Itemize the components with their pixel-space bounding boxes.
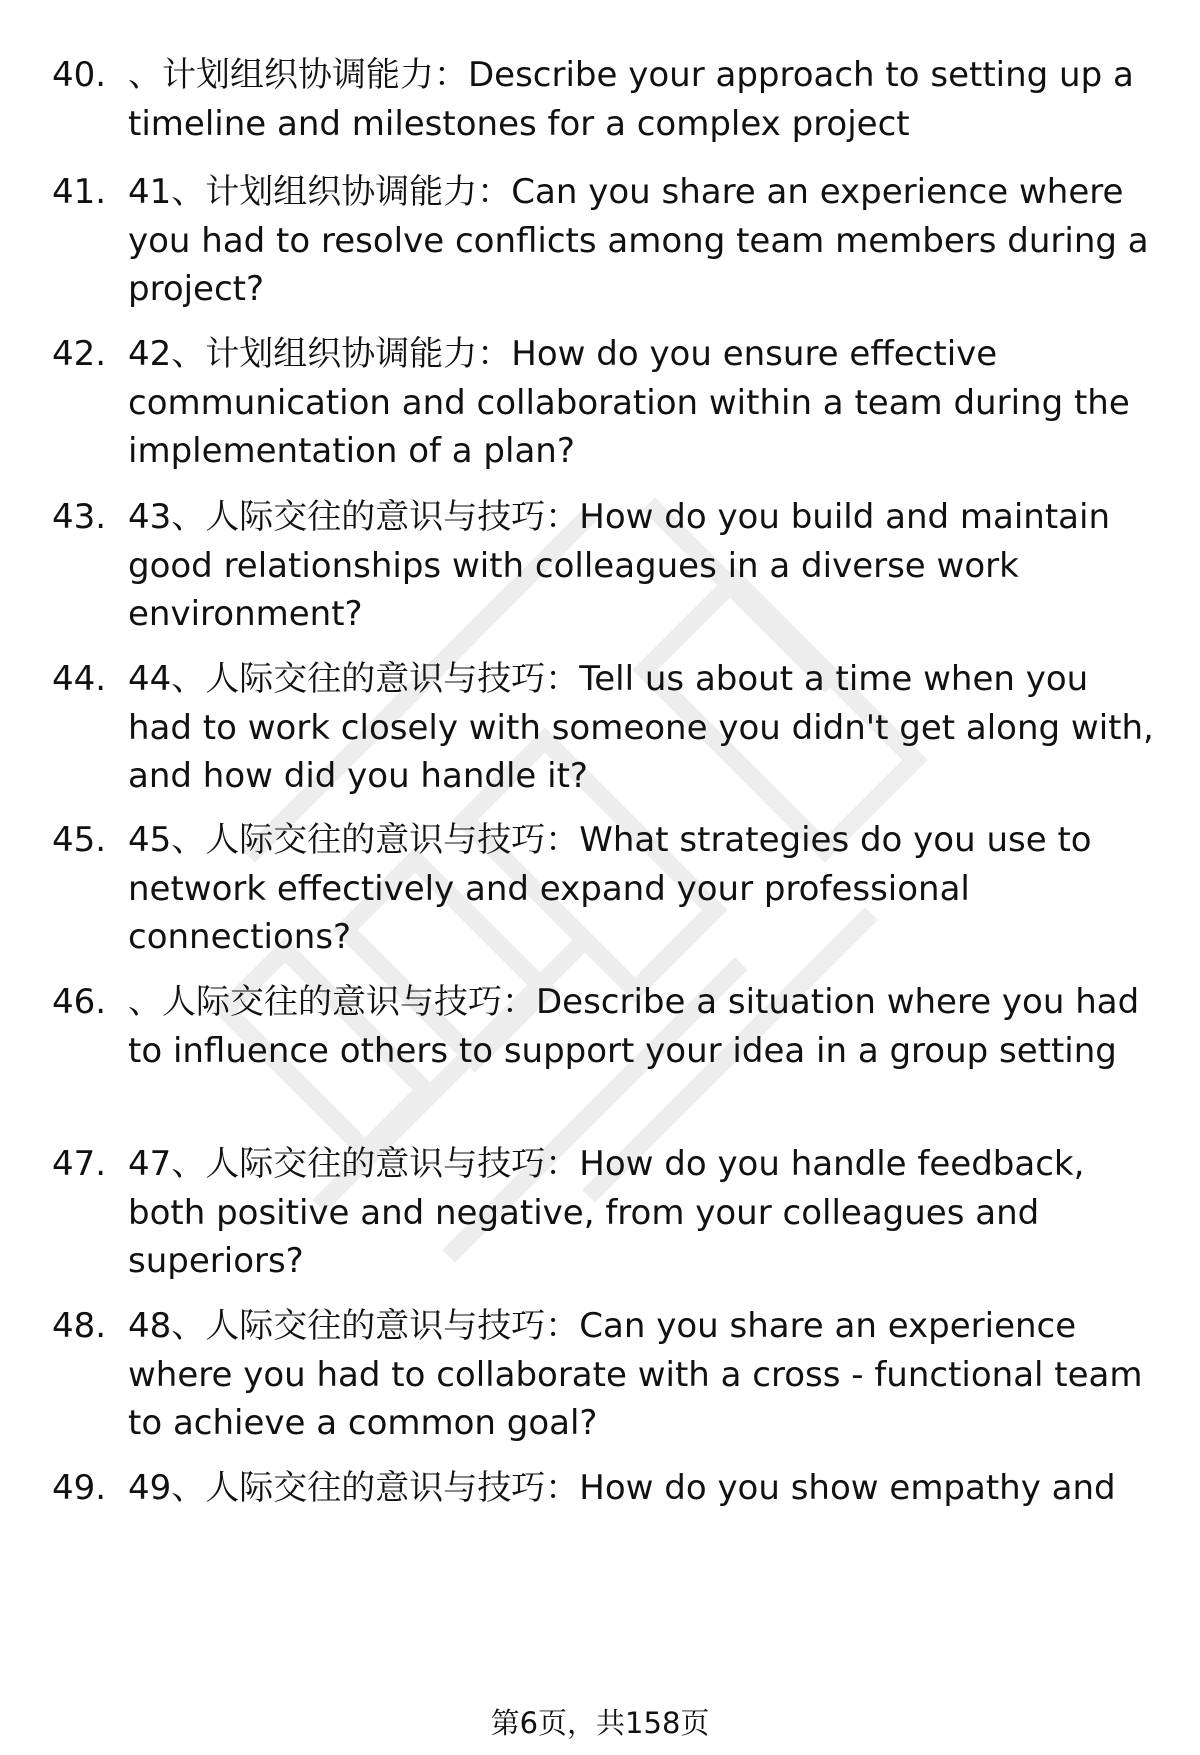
question-number: 43. xyxy=(52,497,107,537)
question-text: 47、人际交往的意识与技巧：How do you handle feedback, both positive and negative, from your colleagues and superiors? xyxy=(128,1144,1085,1281)
question-item xyxy=(52,816,1162,962)
question-item xyxy=(52,1140,1162,1286)
question-number: 49. xyxy=(52,1468,107,1508)
question-text: 44、人际交往的意识与技巧：Tell us about a time when you had to work closely with someone you didn't get along with, and how did you handle it? xyxy=(128,659,1154,796)
question-text: 42、计划组织协调能力：How do you ensure effective communication and collaboration within a team during the implementation of a plan? xyxy=(128,334,1130,471)
question-number: 48. xyxy=(52,1306,107,1346)
question-item xyxy=(52,1302,1162,1448)
question-number: 45. xyxy=(52,820,107,860)
question-item xyxy=(52,978,1162,1075)
question-item xyxy=(52,1464,1162,1513)
question-text: 41、计划组织协调能力：Can you share an experience where you had to resolve conflicts among team members during a project? xyxy=(128,172,1149,309)
question-item xyxy=(52,168,1162,314)
question-number: 44. xyxy=(52,659,107,699)
page-footer: 第6页，共158页 xyxy=(490,1706,710,1740)
question-item xyxy=(52,51,1162,148)
question-item xyxy=(52,493,1162,639)
question-number: 42. xyxy=(52,334,107,374)
question-number: 46. xyxy=(52,982,107,1022)
question-text: 43、人际交往的意识与技巧：How do you build and maintain good relationships with colleagues in a diverse work environment? xyxy=(128,497,1111,634)
question-number: 40. xyxy=(52,55,107,95)
question-text: 49、人际交往的意识与技巧：How do you show empathy and xyxy=(128,1468,1116,1508)
question-text: 、人际交往的意识与技巧：Describe a situation where you had to influence others to support your idea in a group setting xyxy=(128,982,1140,1071)
question-text: 、计划组织协调能力：Describe your approach to setting up a timeline and milestones for a complex project xyxy=(128,55,1134,144)
question-text: 45、人际交往的意识与技巧：What strategies do you use to network effectively and expand your professional connections? xyxy=(128,820,1092,957)
question-number: 47. xyxy=(52,1144,107,1184)
question-item xyxy=(52,655,1162,801)
question-item xyxy=(52,330,1162,476)
question-text: 48、人际交往的意识与技巧：Can you share an experience where you had to collaborate with a cross - functional team to achieve a common goal? xyxy=(128,1306,1143,1443)
question-number: 41. xyxy=(52,172,107,212)
